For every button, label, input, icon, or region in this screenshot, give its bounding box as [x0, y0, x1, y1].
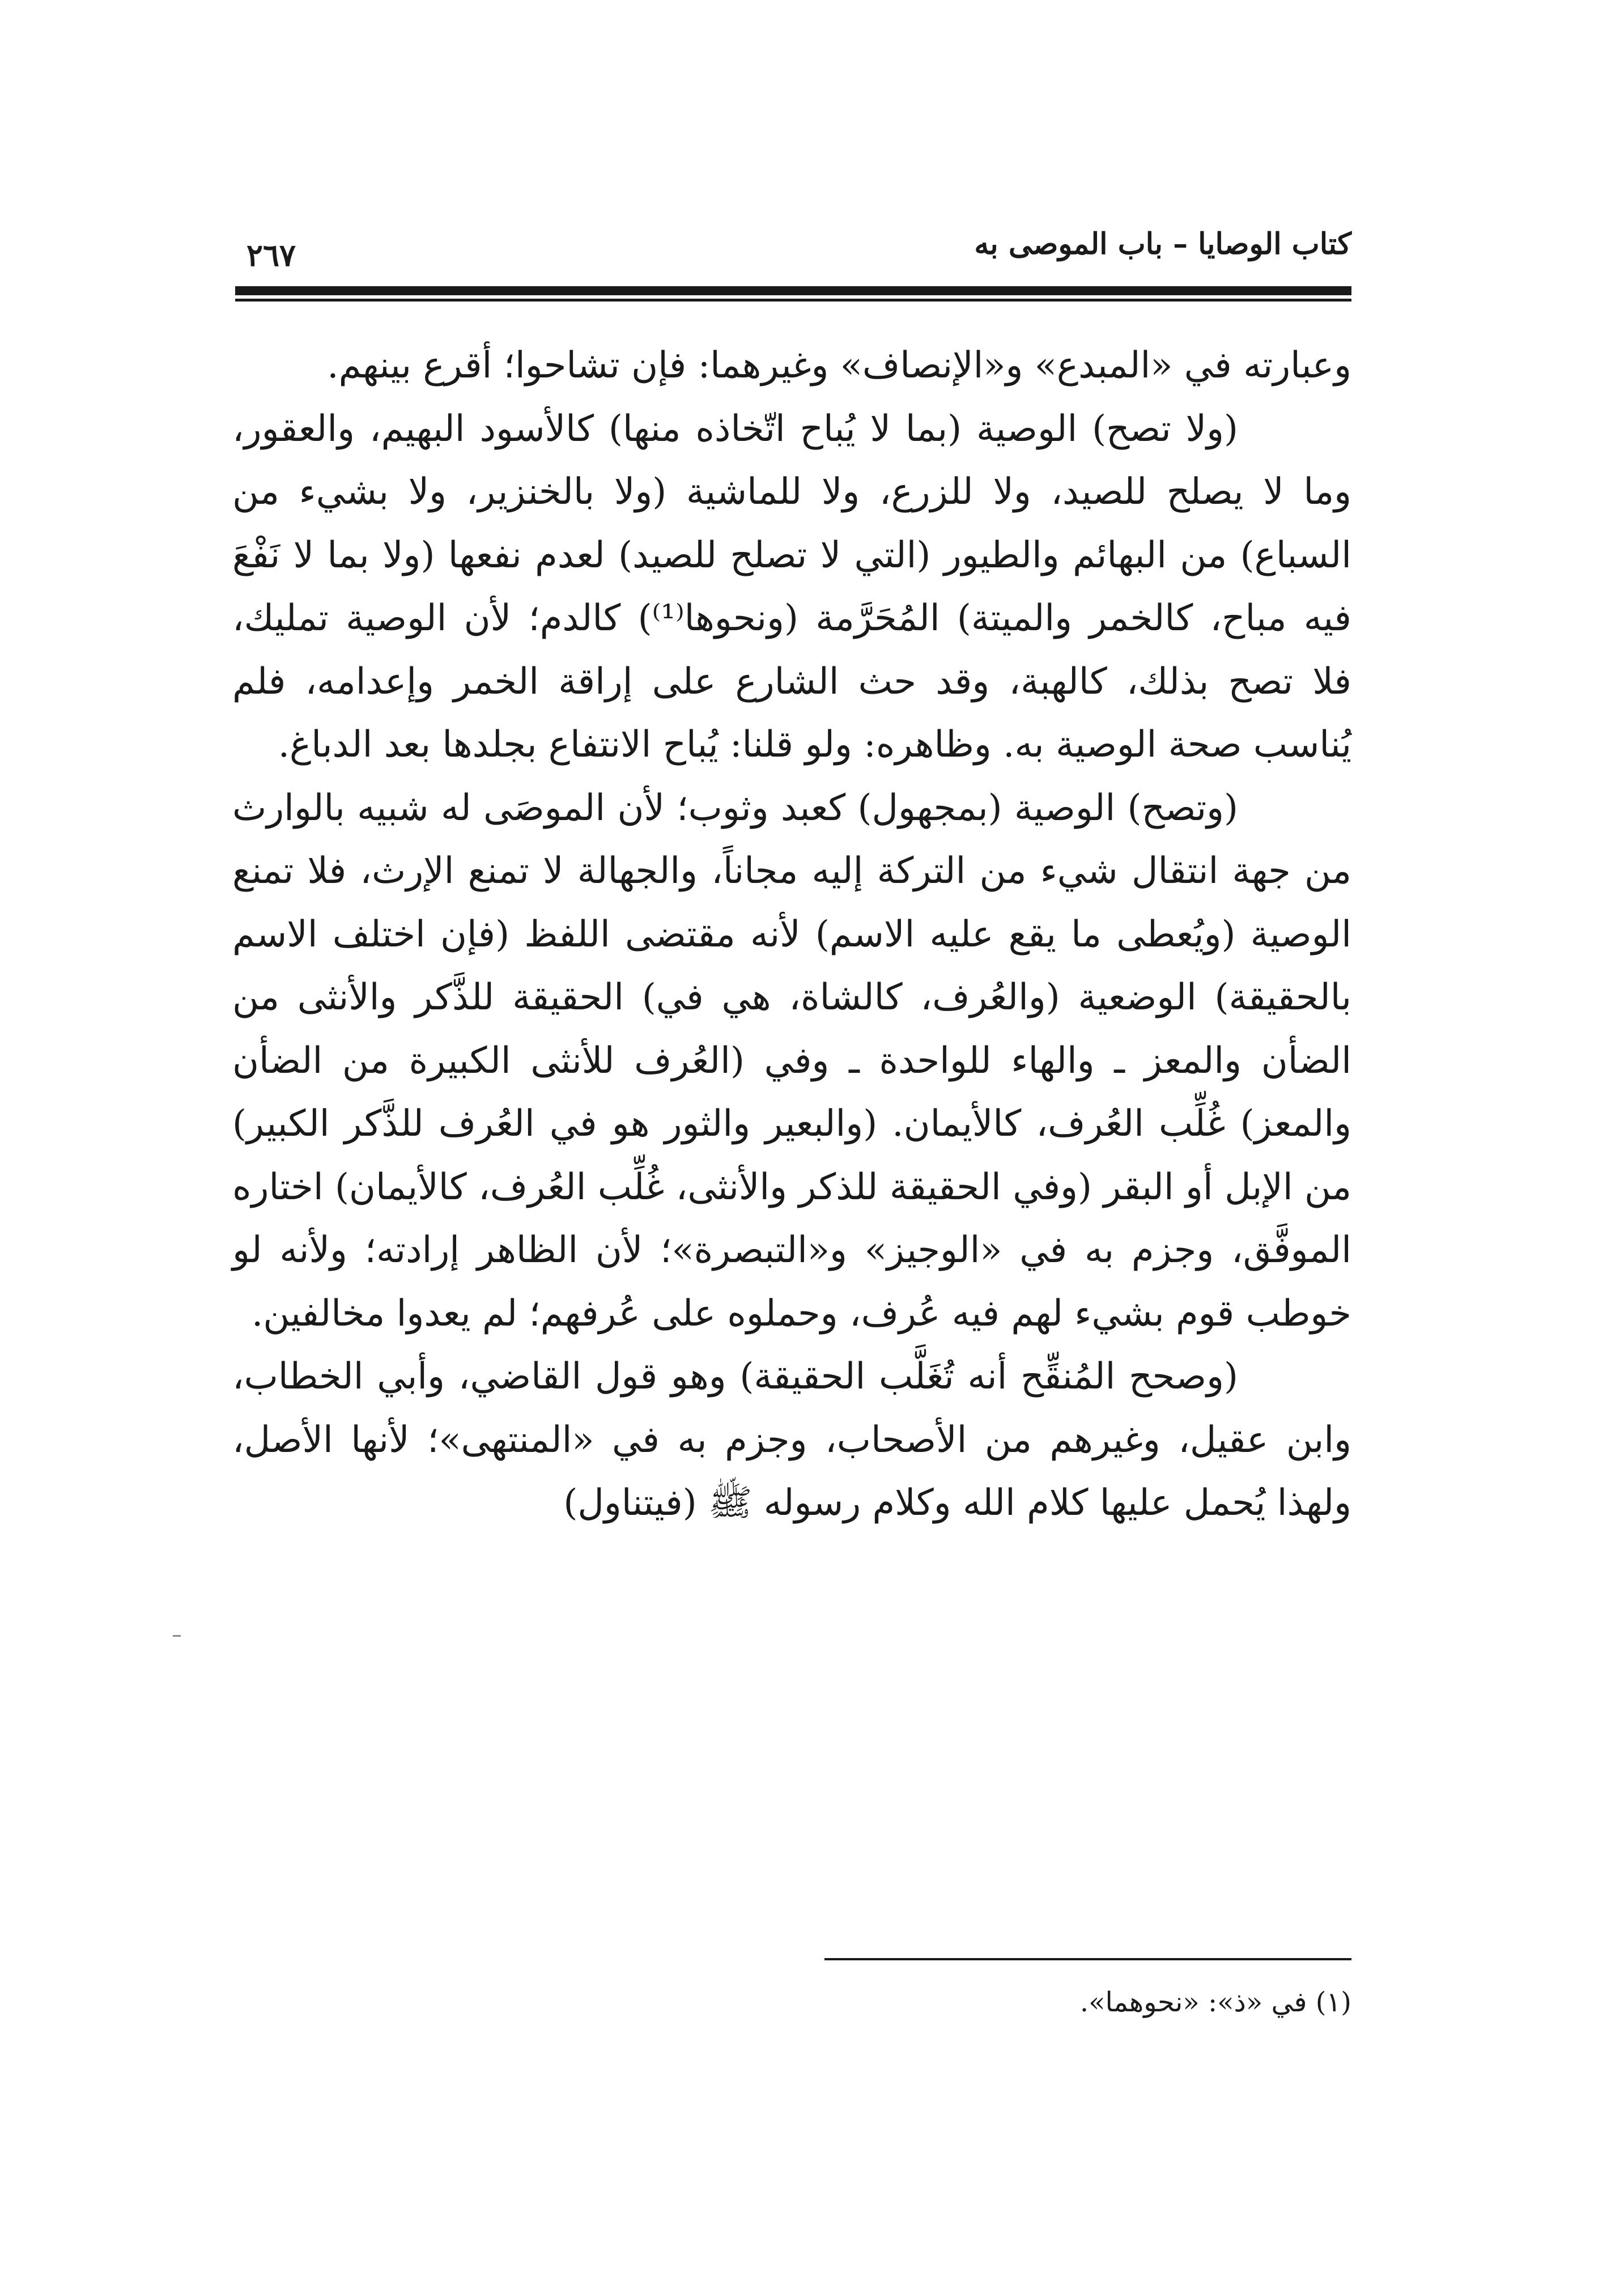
- header-rule: [235, 286, 1351, 295]
- page-header: [235, 227, 1351, 272]
- header-rule-thin: [235, 299, 1351, 302]
- paragraph: (ولا تصح) الوصية (بما لا يُباح اتّخاذه منها) كالأسود البهيم، والعقور، وما لا يصلح للصيد، ولا للزرع، ولا للماشية (ولا بالخنزير، ولا بشيء من السباع) من البهائم والطيور (التي لا تصلح للصيد) لعدم نفعها (ولا بما لا نَفْعَ فيه مباح، كالخمر والميتة) المُحَرَّمة (ونحوها⁽¹⁾) كالدم؛ لأن الوصية تمليك، فلا تصح بذلك، كالهبة، وقد حث الشارع على إراقة الخمر وإعدامه، فلم يُناسب صحة الوصية به. وظاهره: ولو قلنا: يُباح الانتفاع بجلدها بعد الدباغ.: [232, 407, 1352, 766]
- paragraph: (وتصح) الوصية (بمجهول) كعبد وثوب؛ لأن الموصَى له شبيه بالوارث من جهة انتقال شيء من التركة إليه مجاناً، والجهالة لا تمنع الإرث، فلا تمنع الوصية (ويُعطى ما يقع عليه الاسم) لأنه مقتضى اللفظ (فإن اختلف الاسم بالحقيقة) الوضعية (والعُرف، كالشاة، هي في) الحقيقة للذَّكر والأنثى من الضأن والمعز ـ والهاء للواحدة ـ وفي (العُرف للأنثى الكبيرة من الضأن والمعز) غُلِّب العُرف، كالأيمان. (والبعير والثور هو في العُرف للذَّكر الكبير) من الإبل أو البقر (وفي الحقيقة للذكر والأنثى، غُلِّب العُرف، كالأيمان) اختاره الموفَّق، وجزم به في «الوجيز» و«التبصرة»؛ لأن الظاهر إرادته؛ ولأنه لو خوطب قوم بشيء لهم فيه عُرف، وحملوه على عُرفهم؛ لم يعدوا مخالفين.: [232, 787, 1352, 1335]
- margin-mark: [173, 1635, 181, 1637]
- paragraph: (وصحح المُنقِّح أنه تُغَلَّب الحقيقة) وهو قول القاضي، وأبي الخطاب، وابن عقيل، وغيرهم من الأصحاب، وجزم به في «المنتهى»؛ لأنها الأصل، ولهذا يُحمل عليها كلام الله وكلام رسوله ﷺ (فيتناول): [232, 1356, 1351, 1524]
- paragraph: وعبارته في «المبدع» و«الإنصاف» وغيرهما: فإن تشاحوا؛ أقرع بينهم.: [327, 345, 1351, 387]
- page-number: ٢٦٧: [246, 237, 296, 273]
- footnote: (١) في «ذ»: «نحوهما».: [1079, 1986, 1351, 2018]
- main-text: [232, 334, 1351, 1535]
- footnote-separator: [824, 1958, 1351, 1960]
- running-title: كتاب الوصايا – باب الموصى به: [974, 227, 1351, 261]
